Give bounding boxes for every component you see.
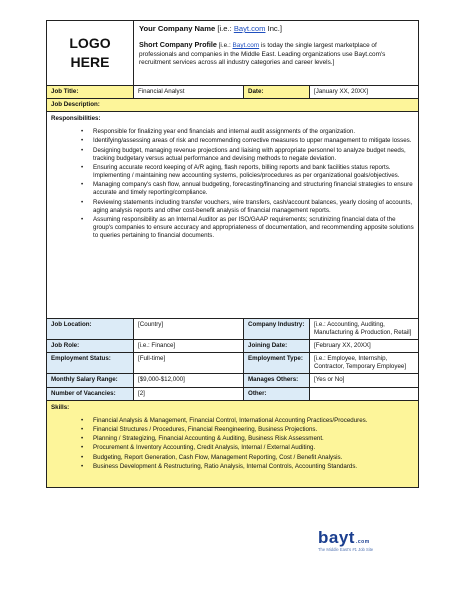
job-location-value[interactable]: [Country]: [133, 319, 243, 339]
responsibility-item: [81, 137, 414, 145]
skill-item-text: Financial Analysis & Management, Financial Control, International Accounting Practices/Procedures.: [93, 416, 368, 424]
joining-date-value[interactable]: [February XX, 20XX]: [309, 340, 418, 352]
other-label: Other:: [243, 388, 309, 400]
responsibilities-label: Responsibilities:: [51, 115, 101, 123]
vacancies-row: [47, 387, 418, 400]
skill-item: [81, 426, 414, 434]
responsibility-item: [81, 181, 414, 197]
responsibility-item-text: Managing company's cash flow, annual budgeting, forecasting/financing and structuring financial strategies to ensure accurate and timely reporting/compliance.: [93, 181, 413, 197]
responsibility-item: [81, 147, 414, 163]
job-description-row: [47, 98, 418, 111]
bullet-icon: •: [81, 215, 84, 223]
responsibility-item-text: Responsible for finalizing year end financials and internal audit assignments of the organization.: [93, 128, 356, 136]
job-title-value[interactable]: Financial Analyst: [133, 86, 243, 98]
date-value[interactable]: [January XX, 20XX]: [309, 86, 418, 98]
header-row: [47, 21, 418, 85]
bayt-brand-suffix: .com: [355, 539, 370, 545]
skill-item-text: Planning / Strategizing, Financial Accounting & Auditing, Business Risk Assessment.: [93, 435, 324, 443]
bullet-icon: •: [81, 137, 84, 145]
employment-row: [47, 352, 418, 373]
skills-row: [47, 400, 418, 487]
company-name-label: Your Company Name: [139, 24, 216, 33]
vacancies-value[interactable]: [2]: [133, 388, 243, 400]
company-name-suffix: Inc.]: [265, 24, 282, 33]
employment-status-label: Employment Status:: [47, 353, 133, 373]
company-industry-value[interactable]: [i.e.: Accounting, Auditing, Manufacturing & Production, Retail]: [309, 319, 418, 339]
bullet-icon: •: [81, 128, 84, 136]
responsibilities-row: [47, 111, 418, 318]
skills-section: [47, 401, 418, 487]
salary-label: Monthly Salary Range:: [47, 374, 133, 386]
responsibility-item: [81, 216, 414, 240]
responsibility-item: [81, 128, 414, 136]
skill-item: [81, 417, 414, 425]
bayt-brand: bayt: [318, 528, 355, 547]
bullet-icon: •: [81, 444, 84, 452]
skill-item-text: Financial Structures / Procedures, Financial Reengineering, Business Projections.: [93, 425, 318, 433]
company-profile-link[interactable]: Bayt.com: [232, 41, 260, 49]
employment-type-value[interactable]: [i.e.: Employee, Internship, Contractor, Temporary Employee]: [309, 353, 418, 373]
skill-item: [81, 454, 414, 462]
bayt-logo[interactable]: [318, 528, 418, 548]
responsibility-item-text: Identifying/assessing areas of risk and recommending corrective measures to upper management to mitigate losses.: [93, 137, 412, 145]
company-name: [139, 24, 413, 34]
company-industry-label: Company Industry:: [243, 319, 309, 339]
company-name-prefix: [i.e.:: [215, 24, 234, 33]
bullet-icon: •: [81, 164, 84, 171]
responsibility-item: [81, 164, 414, 180]
company-profile-prefix: [i.e.:: [216, 41, 233, 49]
company-profile-label: Short Company Profile: [139, 39, 217, 49]
bayt-tagline: The Middle East's #1 Job Site: [318, 547, 374, 552]
salary-value[interactable]: [$9,000-$12,000]: [133, 374, 243, 386]
bullet-icon: •: [81, 181, 84, 189]
skill-item: [81, 435, 414, 443]
job-location-row: [47, 318, 418, 339]
joining-date-label: Joining Date:: [243, 340, 309, 352]
logo-placeholder: [47, 21, 133, 85]
responsibility-item-text: Ensuring accurate record keeping of A/R aging, flash reports, billing reports and bank facilities status reports. Implementing / maintaining new accounting systems, policies/procedures as per organizational goals/objectives.: [93, 164, 400, 180]
job-role-row: [47, 339, 418, 352]
vacancies-label: Number of Vacancies:: [47, 388, 133, 400]
skills-list: [51, 417, 414, 471]
skill-item-text: Procurement & Inventory Accounting, Credit Analysis, Internal / External Auditing.: [93, 444, 316, 452]
skill-item: [81, 444, 414, 452]
job-location-label: Job Location:: [47, 319, 133, 339]
logo-text-line2: HERE: [70, 54, 110, 70]
bullet-icon: •: [81, 198, 84, 206]
job-description-form: [46, 20, 419, 488]
skill-item-text: Budgeting, Report Generation, Cash Flow, Management Reporting, Cost / Benefit Analysis.: [93, 453, 343, 461]
bullet-icon: •: [81, 425, 84, 433]
employment-type-label: Employment Type:: [243, 353, 309, 373]
bullet-icon: •: [81, 453, 84, 461]
other-value[interactable]: [309, 388, 418, 400]
company-name-link[interactable]: Bayt.com: [233, 24, 266, 33]
job-title-row: [47, 85, 418, 98]
job-title-label: Job Title:: [47, 86, 133, 98]
manages-others-label: Manages Others:: [243, 374, 309, 386]
skills-label: Skills:: [51, 403, 70, 411]
salary-row: [47, 373, 418, 386]
job-description-label: Job Description:: [47, 99, 418, 111]
responsibilities-list: [51, 128, 414, 240]
company-profile: [139, 40, 413, 68]
skill-item-text: Business Development & Restructuring, Ratio Analysis, Internal Controls, Accounting Standards.: [93, 462, 358, 470]
job-role-label: Job Role:: [47, 340, 133, 352]
company-info: [133, 21, 418, 85]
logo-text-line1: LOGO: [69, 35, 111, 52]
responsibilities-section: [47, 112, 418, 318]
responsibility-item-text: Reviewing statements including transfer vouchers, wire transfers, cash/account balances, yearly closing of accounts, aging analysis reports and other cost-benefit analysis of financial management reports.: [93, 198, 413, 214]
manages-others-value[interactable]: [Yes or No]: [309, 374, 418, 386]
skill-item: [81, 463, 414, 471]
responsibility-item-text: Designing budget, managing revenue projections and liaising with appropriate personnel to analyze budget needs, tracking budgetary versus actual performance and devising methods to negate deviation.: [93, 146, 406, 162]
company-profile-text: is today the single largest marketplace of professionals and companies in the Middle East. Leading organizations use Bayt.com's recruitment services across all industry categories and career levels.]: [139, 41, 386, 67]
bullet-icon: •: [81, 416, 84, 424]
responsibility-item: [81, 199, 414, 215]
bullet-icon: •: [81, 462, 84, 470]
bullet-icon: •: [81, 435, 84, 443]
bayt-footer: [318, 528, 418, 552]
date-label: Date:: [243, 86, 309, 98]
job-role-value[interactable]: [i.e.: Finance]: [133, 340, 243, 352]
employment-status-value[interactable]: [Full-time]: [133, 353, 243, 373]
bullet-icon: •: [81, 146, 84, 154]
responsibility-item-text: Assuming responsibility as an Internal Auditor as per ISO/GAAP requirements; scrutinizing financial data of the group's companies to ensure accuracy and appropriateness of documentation, and recommending apposite solutions to queries pertaining to financial documents.: [93, 215, 414, 240]
